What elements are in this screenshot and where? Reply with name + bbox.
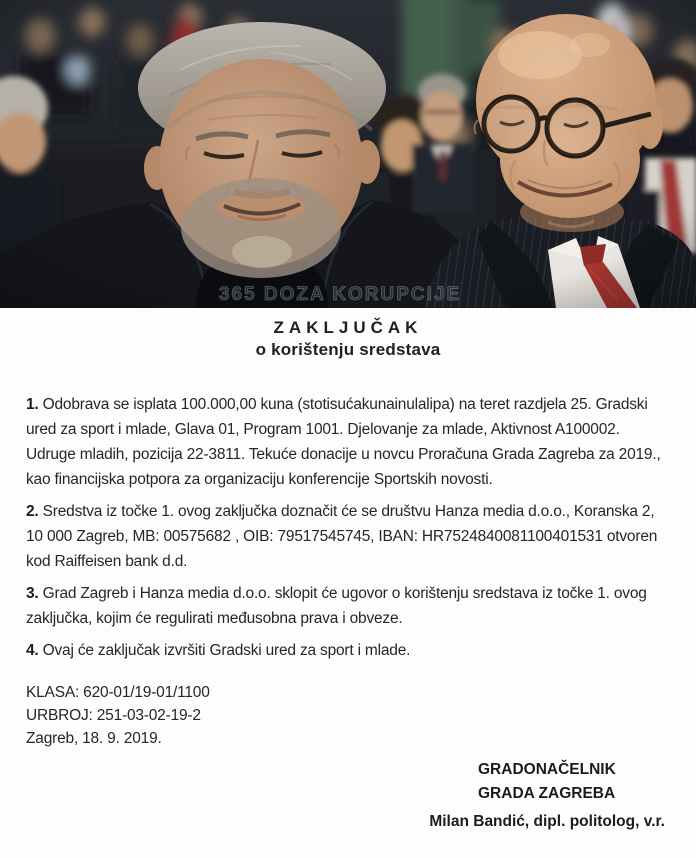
paragraph-3-number: 3. — [26, 585, 39, 602]
urbroj-line: URBROJ: 251-03-02-19-2 — [26, 707, 201, 724]
paragraph-3 — [26, 581, 670, 631]
paragraph-1 — [26, 392, 670, 492]
paragraph-4 — [26, 638, 670, 663]
event-photo-canvas — [0, 0, 696, 308]
document-subtitle: o korištenju sredstava — [255, 340, 441, 359]
place-date-line: Zagreb, 18. 9. 2019. — [26, 730, 162, 747]
paragraph-2 — [26, 499, 670, 574]
paragraph-2-text: Sredstva iz točke 1. ovog zaključka doznačit će se društvu Hanza media d.o.o., Koranska 2, 10 000 Zagreb, MB: 00575682 , OIB: 79517545745, IBAN: HR7524840081100401531 otvoren kod Raiffeisen bank d.d. — [26, 503, 658, 570]
document-title: ZAKLJUČAK — [273, 318, 423, 337]
decision-document — [0, 318, 696, 831]
signer-title-line1: GRADONAČELNIK — [478, 761, 616, 778]
paragraph-3-text: Grad Zagreb i Hanza media d.o.o. sklopit će ugovor o korištenju sredstava iz točke 1. ovog zaključka, kojim će regulirati međusobna prava i obveze. — [26, 585, 647, 627]
watermark-text: 365 DOZA KORUPCIJE — [218, 284, 462, 305]
photo-vignette — [0, 0, 696, 308]
signer-title-line2: GRADA ZAGREBA — [478, 785, 616, 802]
paragraph-1-text: Odobrava se isplata 100.000,00 kuna (stotisućakunainulalipa) na teret razdjela 25. Gradski ured za sport i mlade, Glava 01, Program 1001. Djelovanje za mlade, Aktivnost A100002. Udruge mladih, pozicija 22-3811. Tekuće donacije u novcu Proračuna Grada Zagreba za 2019., kao financijska potpora za organizaciju konferencije Sportskih novosti. — [26, 396, 661, 488]
signer-name: Milan Bandić, dipl. politolog, v.r. — [429, 813, 665, 830]
klasa-line: KLASA: 620-01/19-01/1100 — [26, 684, 210, 701]
paragraph-4-number: 4. — [26, 642, 39, 659]
signature-title-block — [478, 758, 670, 806]
event-photo — [0, 0, 696, 308]
paragraph-4-text: Ovaj će zaključak izvršiti Gradski ured za sport i mlade. — [42, 642, 411, 659]
paragraph-2-number: 2. — [26, 503, 39, 520]
document-meta — [26, 681, 670, 750]
paragraph-1-number: 1. — [26, 396, 39, 413]
